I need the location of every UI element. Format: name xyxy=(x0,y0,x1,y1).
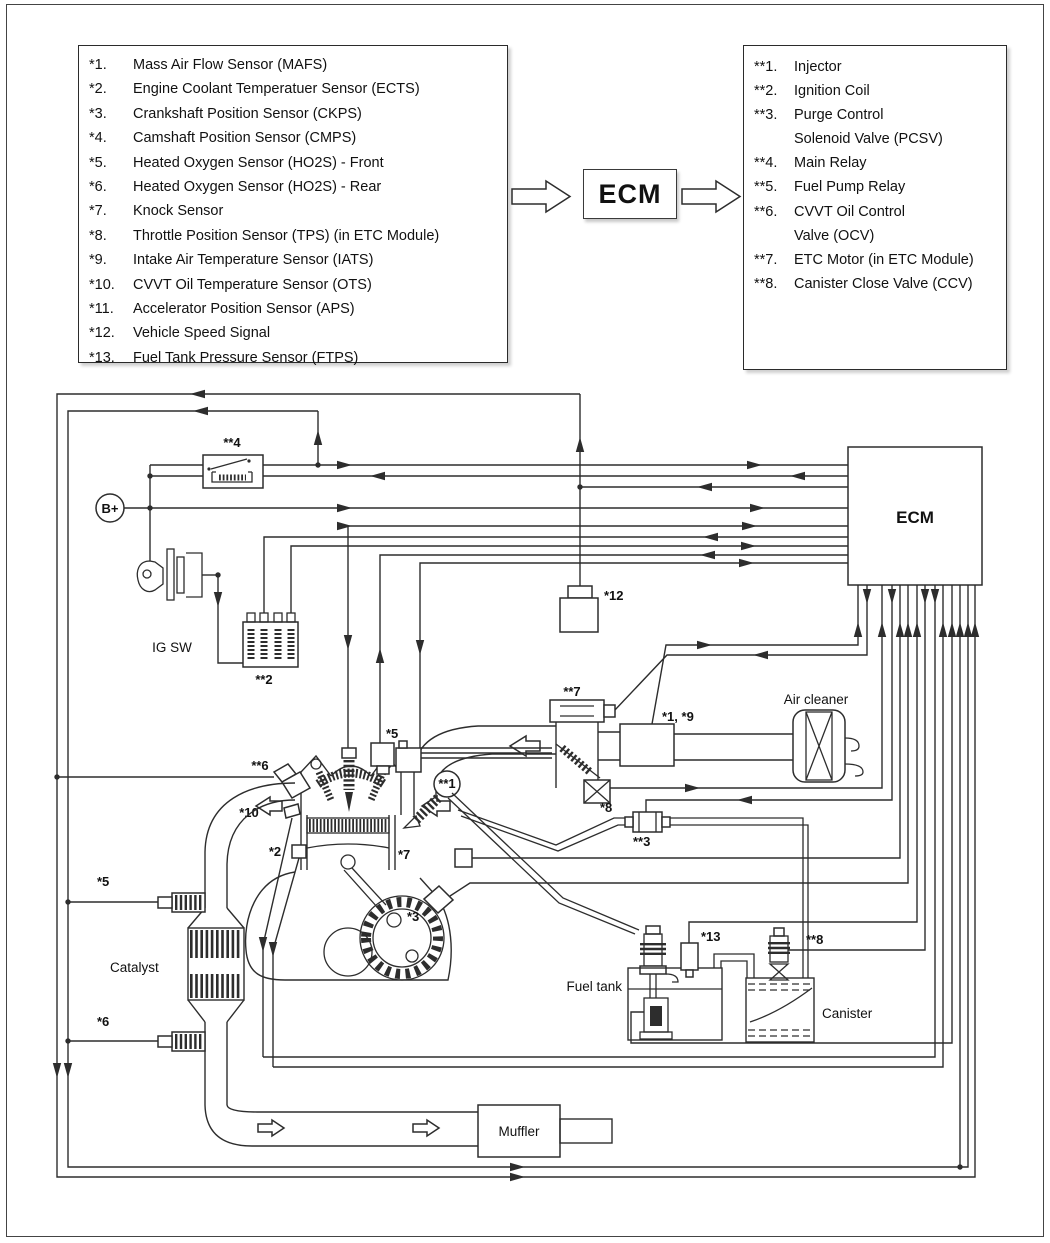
ho2s-connector-symbol xyxy=(371,726,421,774)
exhaust-system xyxy=(97,783,612,1157)
legend-item-label2: Solenoid Valve (PCSV) xyxy=(794,131,943,148)
air-cleaner-symbol xyxy=(784,692,863,782)
label-ots: *10 xyxy=(239,805,259,820)
ecm-flow-label: ECM xyxy=(598,178,662,209)
legend-item-number: **1. xyxy=(754,59,778,75)
ecm-unit xyxy=(848,447,982,585)
injector-symbol xyxy=(404,771,460,828)
legend-item-label: Injector xyxy=(794,59,842,75)
legend-item-label: Intake Air Temperature Sensor (IATS) xyxy=(133,252,374,269)
label-main-relay: **4 xyxy=(223,435,241,450)
legend-item-label: CVVT Oil Temperature Sensor (OTS) xyxy=(133,276,372,293)
oil-flow-arrow-icon xyxy=(256,797,282,815)
engine-assembly xyxy=(239,726,552,980)
main-relay-symbol xyxy=(203,435,263,488)
exhaust-flow-arrow-icon xyxy=(258,1120,284,1136)
knock-sensor-symbol xyxy=(398,847,472,867)
label-canister: Canister xyxy=(822,1006,873,1021)
legend-item-number: **4. xyxy=(754,155,778,172)
legend-item-label: Camshaft Position Sensor (CMPS) xyxy=(133,130,357,147)
label-air-cleaner: Air cleaner xyxy=(783,692,849,707)
label-ccv: **8 xyxy=(806,932,824,947)
legend-item-number: **5. xyxy=(754,179,778,196)
label-muffler: Muffler xyxy=(498,1124,540,1139)
label-ects: *2 xyxy=(268,844,282,859)
label-tps: *8 xyxy=(600,800,613,815)
legend-item-number: *7. xyxy=(89,203,107,220)
ho2s-front-symbol xyxy=(97,874,205,912)
legend-item-label: Knock Sensor xyxy=(133,203,224,220)
label-ho2s-front-top: *5 xyxy=(386,726,399,741)
legend-item-number: *8. xyxy=(89,227,107,244)
legend-item-number: **6. xyxy=(754,203,778,220)
label-ho2s-front: *5 xyxy=(97,874,110,889)
ho2s-rear-symbol xyxy=(97,1014,205,1051)
intake-system xyxy=(414,684,863,816)
ignition-switch-symbol xyxy=(137,549,202,655)
legend-item-label: Accelerator Position Sensor (APS) xyxy=(133,301,355,318)
label-injector: **1 xyxy=(438,776,456,791)
label-ckps: *3 xyxy=(407,909,420,924)
muffler-symbol xyxy=(478,1105,612,1157)
exhaust-flow-arrow-icon xyxy=(413,1120,439,1136)
legend-item-number: *13. xyxy=(89,349,115,366)
label-battery: B+ xyxy=(101,501,119,516)
legend-item-label: Main Relay xyxy=(794,155,867,172)
legend-item-label: Purge Control xyxy=(794,107,884,124)
ects-symbol xyxy=(269,844,306,859)
legend-item-number: *5. xyxy=(89,154,107,171)
label-ig-sw: IG SW xyxy=(152,640,192,655)
legend-item-label: Heated Oxygen Sensor (HO2S) - Rear xyxy=(133,179,382,196)
battery-symbol xyxy=(96,494,124,522)
mafs-symbol xyxy=(620,709,694,766)
ignition-coil-symbol xyxy=(243,613,298,687)
fuel-tank-symbol xyxy=(566,968,722,1040)
legend-item-number: *9. xyxy=(89,252,107,269)
etc-motor-symbol xyxy=(550,684,615,722)
label-catalyst: Catalyst xyxy=(110,960,159,975)
label-mafs-iats: *1, *9 xyxy=(662,709,694,724)
legend-item-label2: Valve (OCV) xyxy=(794,227,875,244)
legend-item-label: CVVT Oil Control xyxy=(794,203,905,220)
wiring-harness xyxy=(53,390,979,1181)
legend-item-number: *4. xyxy=(89,130,107,147)
flow-arrow-out-icon xyxy=(682,181,740,212)
legend-item-number: *10. xyxy=(89,276,115,293)
legend-item-number: **3. xyxy=(754,107,778,124)
legend-item-number: **8. xyxy=(754,275,778,292)
label-ho2s-rear: *6 xyxy=(97,1014,110,1029)
label-knock: *7 xyxy=(398,847,411,862)
vehicle-speed-sensor-symbol xyxy=(560,586,624,632)
pcsv-symbol xyxy=(625,812,670,849)
label-fuel-tank: Fuel tank xyxy=(566,979,622,994)
ftps-symbol xyxy=(681,929,721,977)
legend-item-label: Throttle Position Sensor (TPS) (in ETC Module) xyxy=(133,227,440,244)
legend-item-label: Fuel Tank Pressure Sensor (FTPS) xyxy=(133,349,359,366)
ocv-symbol xyxy=(251,758,310,798)
canister-symbol xyxy=(746,978,873,1042)
ecm-label: ECM xyxy=(896,508,934,527)
label-pcsv: **3 xyxy=(633,834,651,849)
purge-system xyxy=(458,810,808,978)
legend-item-label: Heated Oxygen Sensor (HO2S) - Front xyxy=(133,154,384,171)
legend-item-label: Canister Close Valve (CCV) xyxy=(794,275,973,292)
label-ignition-coil: **2 xyxy=(255,672,273,687)
label-ftps: *13 xyxy=(701,929,721,944)
legend-item-number: **7. xyxy=(754,251,778,268)
ccv-symbol xyxy=(770,928,823,980)
label-ocv: **6 xyxy=(251,758,269,773)
flow-arrow-in-icon xyxy=(512,181,570,212)
label-etc-motor: **7 xyxy=(563,684,581,699)
legend-item-label: Vehicle Speed Signal xyxy=(133,325,271,342)
legend-item-number: *1. xyxy=(89,57,107,73)
legend-item-number: *12. xyxy=(89,325,115,342)
legend-item-number: **2. xyxy=(754,83,778,100)
legend-item-label: Ignition Coil xyxy=(794,83,870,100)
legend-item-number: *3. xyxy=(89,105,107,122)
legend-item-label: Mass Air Flow Sensor (MAFS) xyxy=(133,57,328,73)
legend-item-label: Fuel Pump Relay xyxy=(794,179,906,196)
legend-item-number: *2. xyxy=(89,81,107,98)
legend-item-label: ETC Motor (in ETC Module) xyxy=(794,251,974,268)
legend-item-number: *6. xyxy=(89,179,107,196)
legend-item-number: *11. xyxy=(89,301,114,318)
legend-item-label: Crankshaft Position Sensor (CKPS) xyxy=(133,105,362,122)
spark-plug-symbol xyxy=(342,748,356,812)
label-vss: *12 xyxy=(604,588,624,603)
tps-symbol xyxy=(584,780,612,815)
junction-dots xyxy=(54,462,962,1169)
legend-item-label: Engine Coolant Temperatuer Sensor (ECTS) xyxy=(133,81,420,98)
ckps-symbol xyxy=(407,886,453,924)
